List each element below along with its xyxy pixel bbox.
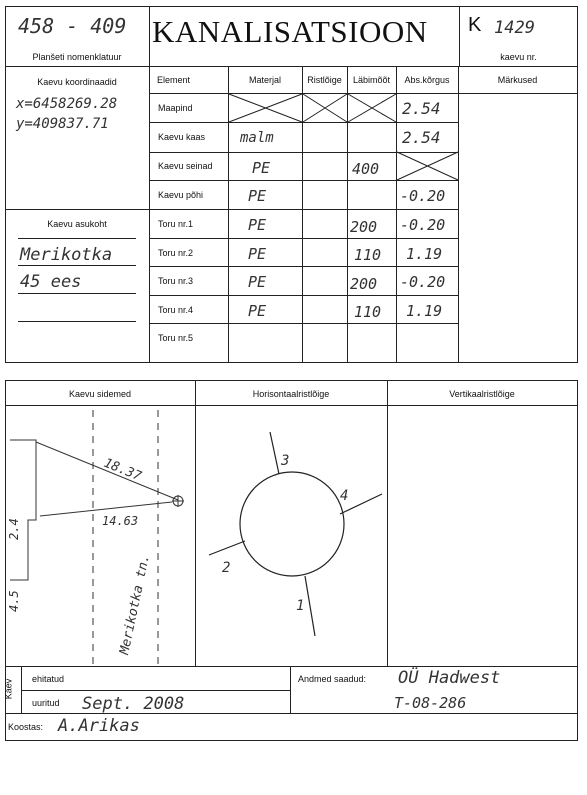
material-cell: PE [248, 216, 267, 234]
data-from-value: OÜ Hadwest [398, 668, 501, 688]
col-diameter: Läbimõõt [352, 75, 391, 85]
tie-distance-1: 18.37 [101, 455, 144, 485]
page-title: KANALISATSIOON [152, 14, 428, 49]
material-cell: PE [248, 187, 267, 205]
col-element: Element [157, 75, 191, 85]
row-element: Toru nr.4 [158, 305, 194, 315]
location-label: Kaevu asukoht [47, 219, 107, 229]
diameter-cell: 400 [352, 160, 380, 178]
row-element: Kaevu seinad [158, 161, 213, 171]
elevation-cell: -0.20 [400, 273, 446, 291]
pipe-label: 2 [222, 560, 231, 576]
pipe-label: 4 [340, 488, 349, 504]
col-remarks: Märkused [497, 75, 538, 85]
well-number: 1429 [494, 18, 535, 38]
coord-x: x=6458269.28 [16, 96, 118, 112]
pipe-label: 3 [281, 453, 290, 469]
kaev-label: Kaev [3, 678, 14, 700]
elevation-cell: 2.54 [402, 99, 441, 118]
row-element: Kaevu kaas [158, 132, 206, 142]
elevation-cell: -0.20 [400, 187, 446, 205]
elevation-cell: 1.19 [406, 302, 443, 320]
material-cell: PE [248, 302, 267, 320]
elevation-cell: 1.19 [406, 245, 443, 263]
location-street: Merikotka [20, 245, 113, 265]
col-material: Materjal [248, 75, 281, 85]
coords-label: Kaevu koordinaadid [37, 77, 117, 87]
diameter-cell: 110 [354, 246, 382, 264]
row-element: Kaevu põhi [158, 190, 204, 200]
diameter-cell: 200 [350, 275, 378, 293]
prepared-value: A.Arikas [58, 716, 140, 736]
data-from-ref: T-08-286 [394, 694, 467, 712]
coord-y: y=409837.71 [16, 116, 109, 132]
data-from-label: Andmed saadud: [298, 674, 367, 684]
tie-distance-2: 14.63 [102, 514, 139, 528]
material-cell: PE [252, 159, 271, 177]
sketch-col1-label: Kaevu sidemed [68, 389, 132, 399]
row-element: Toru nr.2 [158, 248, 194, 258]
diameter-cell: 110 [354, 303, 382, 321]
prepared-label: Koostas: [8, 722, 44, 732]
material-cell: malm [240, 130, 274, 146]
offset-2: 4.5 [7, 590, 21, 612]
row-element: Toru nr.3 [158, 276, 194, 286]
diameter-cell: 200 [350, 218, 378, 236]
sketch-col3-label: Vertikaalristlõige [449, 389, 515, 399]
sheet-label: Planšeti nomenklatuur [32, 52, 122, 62]
col-cross: Ristlõige [307, 75, 342, 85]
col-elevation: Abs.kõrgus [404, 75, 450, 85]
row-element: Toru nr.1 [158, 219, 194, 229]
elevation-cell: -0.20 [400, 216, 446, 234]
sketch-col2-label: Horisontaalristlõige [252, 389, 330, 399]
well-label: kaevu nr. [500, 52, 537, 62]
elevation-cell: 2.54 [402, 128, 441, 147]
sheet-number: 458 - 409 [18, 14, 127, 38]
location-house: 45 ees [20, 272, 82, 292]
material-cell: PE [248, 273, 267, 291]
surveyed-label: uuritud [32, 698, 60, 708]
offset-1: 2.4 [7, 518, 21, 540]
row-element: Maapind [158, 103, 193, 113]
built-label: ehitatud [32, 674, 65, 684]
material-cell: PE [248, 245, 267, 263]
well-prefix: K [468, 14, 482, 36]
street-label: Merikotka tn. [117, 553, 154, 656]
row-element: Toru nr.5 [158, 333, 194, 343]
pipe-label: 1 [296, 598, 305, 614]
surveyed-value: Sept. 2008 [82, 694, 185, 714]
